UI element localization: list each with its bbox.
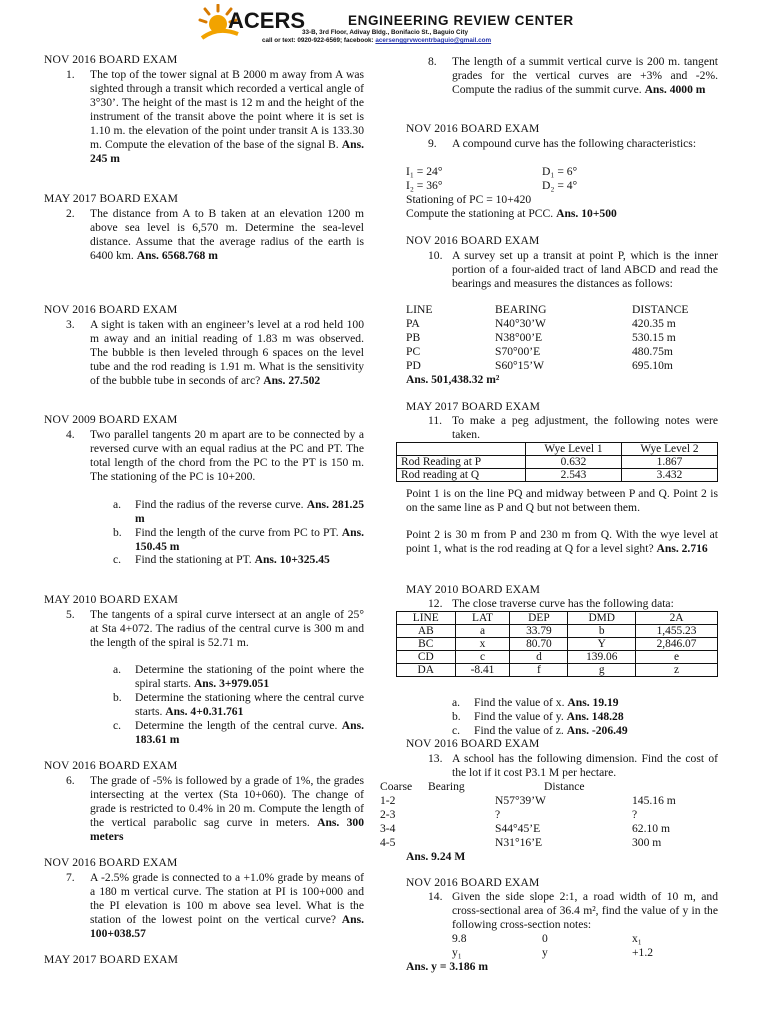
table-header: LAT (455, 612, 510, 625)
sub-text: Find the stationing at PT. (135, 553, 252, 566)
table-cell: 80.70 (510, 638, 568, 651)
table-cell: 2.543 (526, 469, 622, 482)
problem-11 (428, 414, 718, 442)
sub-text: Find the radius of the reverse curve. (135, 498, 304, 511)
section-header: NOV 2016 BOARD EXAM (406, 122, 540, 135)
problem-text: The close traverse curve has the following data: (452, 597, 674, 610)
curve-i2: I₂ = 36° (406, 179, 443, 192)
problem-number: 12. (428, 597, 443, 610)
answer: Ans. 148.28 (566, 710, 624, 723)
problem-number: 11. (428, 414, 443, 427)
pc-stationing: Stationing of PC = 10+420 (406, 193, 532, 206)
problem-text: Two parallel tangents 20 m apart are to be connected by a reversed curve with an equal radius at the PC and PT. The total length of the chord from the PC to the PT is 150 m. The stationing of the PC is 10+200. (90, 428, 364, 484)
table-cell: Y (568, 638, 636, 651)
answer: Ans. 9.24 M (406, 850, 466, 863)
table-cell: 1.867 (622, 456, 718, 469)
answer: Ans. 150.45 m (135, 526, 364, 554)
table-cell: -8.41 (455, 664, 510, 677)
problem-number: 13. (428, 752, 443, 765)
table-cell: e (636, 651, 718, 664)
problem-text: The grade of -5% is followed by a grade of 1%, the grades intersecting at the vertex (Sta 10+060). The change of grade is restricted to 0.4% in 20 m. Compute the length of the vertical parabolic sag curve in meters. (90, 774, 364, 830)
table-cell: 2,846.07 (636, 638, 718, 651)
problem-text: A sight is taken with an engineer’s level at a rod held 100 m away and an initial reading of 1.83 m was observed. The bubble is then leveled through 6 spaces on the level tube and the rod reading is 1.91 m. What is the sensitivity of the bubble tube in seconds of arc? (90, 318, 364, 388)
problem-number: 14. (428, 890, 443, 903)
sub-question-b (113, 691, 364, 719)
curve-d1: D₁ = 6° (542, 165, 578, 178)
curve-d2: D₂ = 4° (542, 179, 578, 192)
pcc-question (406, 207, 617, 221)
table-cell: S70°00’E (495, 345, 541, 358)
table-cell: S60°15’W (495, 359, 545, 372)
contact-line (262, 37, 491, 45)
section-header: MAY 2017 BOARD EXAM (406, 400, 541, 413)
section-header: NOV 2016 BOARD EXAM (44, 759, 178, 772)
table-cell: PB (406, 331, 421, 344)
table-cell: 2-3 (380, 808, 396, 821)
cross-section-cell: 0 (542, 932, 548, 945)
peg-adjustment-table (396, 442, 718, 482)
answer: Ans. 10+325.45 (254, 553, 330, 566)
table-cell: b (568, 625, 636, 638)
table-header: Wye Level 2 (622, 443, 718, 456)
question-text: Point 2 is 30 m from P and 230 m from Q. With the wye level at point 1, what is the rod reading at Q for a level sight? (406, 528, 718, 556)
table-cell: ? (632, 808, 638, 821)
table-cell: AB (397, 625, 456, 638)
table-cell: g (568, 664, 636, 677)
sub-text: Determine the stationing where the central curve starts. (135, 691, 364, 719)
table-header-bearing: Bearing (428, 780, 465, 793)
table-row (397, 638, 718, 651)
problem-8 (428, 55, 718, 97)
header-banner (198, 4, 576, 46)
problem-text: To make a peg adjustment, the following notes were taken. (452, 414, 718, 442)
sub-text: Determine the length of the central curve. (135, 719, 338, 732)
sub-label: a. (452, 696, 461, 709)
sub-question-c (452, 724, 718, 738)
problem-7 (66, 871, 365, 941)
center-name: ENGINEERING REVIEW CENTER (348, 13, 574, 28)
table-header: DEP (510, 612, 568, 625)
problem-number: 5. (66, 608, 75, 621)
sub-question-a (113, 663, 364, 691)
table-header-bearing: BEARING (495, 303, 547, 316)
section-header: MAY 2010 BOARD EXAM (44, 593, 179, 606)
problem-11-question (406, 528, 718, 556)
section-header: NOV 2016 BOARD EXAM (406, 737, 540, 750)
answer: Ans. 19.19 (567, 696, 619, 709)
table-row (397, 443, 718, 456)
table-cell: Rod Reading at P (397, 456, 526, 469)
problem-number: 3. (66, 318, 75, 331)
table-row (397, 612, 718, 625)
problem-number: 4. (66, 428, 75, 441)
sub-label: b. (113, 526, 122, 539)
problem-10 (428, 249, 718, 291)
problem-11-notes: Point 1 is on the line PQ and midway between P and Q. Point 2 is on the same line as P and Q but not between them. (406, 487, 718, 515)
table-row (397, 625, 718, 638)
sub-question-b (113, 526, 364, 554)
table-cell: N31°16’E (495, 836, 543, 849)
section-header: MAY 2017 BOARD EXAM (44, 192, 179, 205)
sub-label: b. (113, 691, 122, 704)
answer: Ans. 10+500 (556, 207, 617, 220)
table-cell: x (455, 638, 510, 651)
sub-question-a (452, 696, 718, 710)
table-cell: d (510, 651, 568, 664)
problem-3 (66, 318, 364, 388)
table-row (397, 664, 718, 677)
problem-5 (66, 608, 364, 650)
problem-2 (66, 207, 364, 263)
sub-label: c. (113, 719, 122, 732)
table-row (397, 469, 718, 482)
answer: Ans. 2.716 (656, 542, 708, 556)
table-cell: 695.10m (632, 359, 673, 372)
problem-4 (66, 428, 364, 484)
problem-13 (428, 752, 718, 780)
table-cell: 3.432 (622, 469, 718, 482)
table-cell: DA (397, 664, 456, 677)
problem-6 (66, 774, 365, 844)
section-header: NOV 2016 BOARD EXAM (406, 876, 540, 889)
problem-text: The tangents of a spiral curve intersect at an angle of 25° at Sta 4+072. The radius of the central curve is 300 m and the length of the spiral is 52.71 m. (90, 608, 364, 650)
table-cell: PD (406, 359, 421, 372)
table-cell: z (636, 664, 718, 677)
problem-text: The top of the tower signal at B 2000 m away from A was sighted through a transit which recorded a vertical angle of 3°30’. The height of the mast is 12 m and the height of the instrument of the transit above the point where it is set is 1.10 m. the elevation of the point under transit A is 133.30 m. Compute the elevation of the base of the signal B. (90, 68, 364, 152)
answer: Ans. 3+979.051 (193, 677, 270, 691)
table-cell: 480.75m (632, 345, 673, 358)
problem-14 (428, 890, 718, 932)
table-cell: a (455, 625, 510, 638)
table-cell: 145.16 m (632, 794, 676, 807)
table-cell: 300 m (632, 836, 662, 849)
table-cell: f (510, 664, 568, 677)
cross-section-cell: y₁ (452, 946, 462, 959)
section-header: NOV 2016 BOARD EXAM (406, 234, 540, 247)
table-row (397, 651, 718, 664)
table-cell: PC (406, 345, 421, 358)
section-header: MAY 2017 BOARD EXAM (44, 953, 179, 966)
table-header: Wye Level 1 (526, 443, 622, 456)
table-header-line: LINE (406, 303, 433, 316)
sub-text: Find the length of the curve from PC to PT. (135, 526, 339, 539)
sub-label: a. (113, 663, 122, 676)
problem-text: A compound curve has the following characteristics: (452, 137, 697, 150)
answer: Ans. 6568.768 m (136, 249, 218, 263)
table-cell: 1-2 (380, 794, 396, 807)
problem-1 (66, 68, 364, 166)
section-header: NOV 2016 BOARD EXAM (44, 303, 178, 316)
answer: Ans. 27.502 (263, 374, 321, 388)
brand-name: ACERS (228, 8, 306, 33)
problem-number: 10. (428, 249, 443, 262)
table-cell: N57°39’W (495, 794, 547, 807)
table-header: LINE (397, 612, 456, 625)
curve-i1: I₁ = 24° (406, 165, 443, 178)
table-cell: S44°45’E (495, 822, 541, 835)
sub-label: b. (452, 710, 461, 723)
address-line: 33-B, 3rd Floor, Adivay Bldg., Bonifacio St., Baguio City (302, 29, 468, 36)
traverse-table (396, 611, 718, 677)
sub-text: Find the value of y. (474, 710, 564, 723)
problem-text: A school has the following dimension. Find the cost of the lot if it cost P3.1 M per hectare. (452, 752, 718, 780)
table-header: DMD (568, 612, 636, 625)
table-cell: 62.10 m (632, 822, 671, 835)
table-cell (397, 443, 526, 456)
answer: Ans. 4000 m (644, 83, 706, 97)
section-header: NOV 2016 BOARD EXAM (44, 53, 178, 66)
table-cell: BC (397, 638, 456, 651)
answer: Ans. 4+0.31.761 (165, 705, 244, 719)
problem-9 (428, 137, 718, 151)
table-row (397, 456, 718, 469)
answer: Ans. 183.61 m (135, 719, 364, 747)
table-cell: 530.15 m (632, 331, 676, 344)
answer: Ans. 300 meters (90, 816, 365, 844)
table-cell: Rod reading at Q (397, 469, 526, 482)
sub-question-a (113, 498, 364, 526)
table-cell: 33.79 (510, 625, 568, 638)
cross-section-cell: 9.8 (452, 932, 467, 945)
sub-question-c (113, 553, 364, 567)
table-cell: ? (495, 808, 501, 821)
table-cell: 1,455.23 (636, 625, 718, 638)
table-header-distance: DISTANCE (632, 303, 689, 316)
section-header: MAY 2010 BOARD EXAM (406, 583, 541, 596)
sub-question-c (113, 719, 364, 747)
problem-12 (428, 597, 718, 611)
table-cell: N40°30’W (495, 317, 547, 330)
table-cell: 4-5 (380, 836, 396, 849)
problem-text: The length of a summit vertical curve is 200 m. tangent grades for the vertical curves are +3% and -2%. Compute the radius of the summit curve. (452, 55, 718, 97)
contact-prefix: call or text: 0920-922-6569; facebook: (262, 37, 376, 44)
answer: Ans. 501,438.32 m² (406, 373, 500, 386)
answer: Ans. -206.49 (566, 724, 628, 737)
table-cell: 0.632 (526, 456, 622, 469)
table-header: 2A (636, 612, 718, 625)
sub-text: Find the value of x. (474, 696, 565, 709)
answer: Ans. 281.25 m (135, 498, 364, 526)
sub-label: c. (113, 553, 122, 566)
answer: Ans. y = 3.186 m (406, 960, 488, 973)
problem-text: The distance from A to B taken at an elevation 1200 m above sea level is 6,570 m. Determine the sea-level distance. Assume that the average radius of the earth is 6400 km. (90, 207, 364, 263)
table-cell: CD (397, 651, 456, 664)
problem-number: 6. (66, 774, 75, 787)
sub-text: Find the value of z. (474, 724, 564, 737)
sub-label: c. (452, 724, 461, 737)
answer: Ans. 100+038.57 (90, 913, 365, 941)
sub-text: Determine the stationing of the point where the spiral starts. (135, 663, 364, 691)
section-header: NOV 2016 BOARD EXAM (44, 856, 178, 869)
problem-text: A survey set up a transit at point P, which is the inner portion of a four-aided tract of land ABCD and read the bearings and measures the distances as follows: (452, 249, 718, 291)
sub-question-b (452, 710, 718, 724)
question-text: Compute the stationing at PCC. (406, 207, 554, 220)
problem-text: A -2.5% grade is connected to a +1.0% grade by means of a 180 m vertical curve. The station at PI is 100+000 and the PI elevation is 100 m above sea level. What is the station of the lowest point on the vertical curve? (90, 871, 364, 927)
problem-number: 1. (66, 68, 75, 81)
answer: Ans. 245 m (90, 138, 364, 166)
section-header: NOV 2009 BOARD EXAM (44, 413, 178, 426)
table-cell: PA (406, 317, 420, 330)
table-header-distance: Distance (544, 780, 585, 793)
table-cell: 420.35 m (632, 317, 676, 330)
cross-section-cell: +1.2 (632, 946, 654, 959)
problem-text: Given the side slope 2:1, a road width of 10 m, and cross-sectional area of 36.4 m², find the value of y in the following cross-section notes: (452, 890, 718, 932)
sub-label: a. (113, 498, 122, 511)
cross-section-cell: y (542, 946, 548, 959)
table-cell: c (455, 651, 510, 664)
table-header-coarse: Coarse (380, 780, 413, 793)
problem-number: 2. (66, 207, 75, 220)
email-link[interactable]: acersenggrvwcentrbaguio@gmail.com (375, 37, 492, 44)
problem-number: 8. (428, 55, 437, 68)
table-cell: 3-4 (380, 822, 396, 835)
problem-number: 9. (428, 137, 437, 150)
table-cell: N38°00’E (495, 331, 543, 344)
cross-section-cell: x₁ (632, 932, 642, 945)
problem-number: 7. (66, 871, 75, 884)
table-cell: 139.06 (568, 651, 636, 664)
